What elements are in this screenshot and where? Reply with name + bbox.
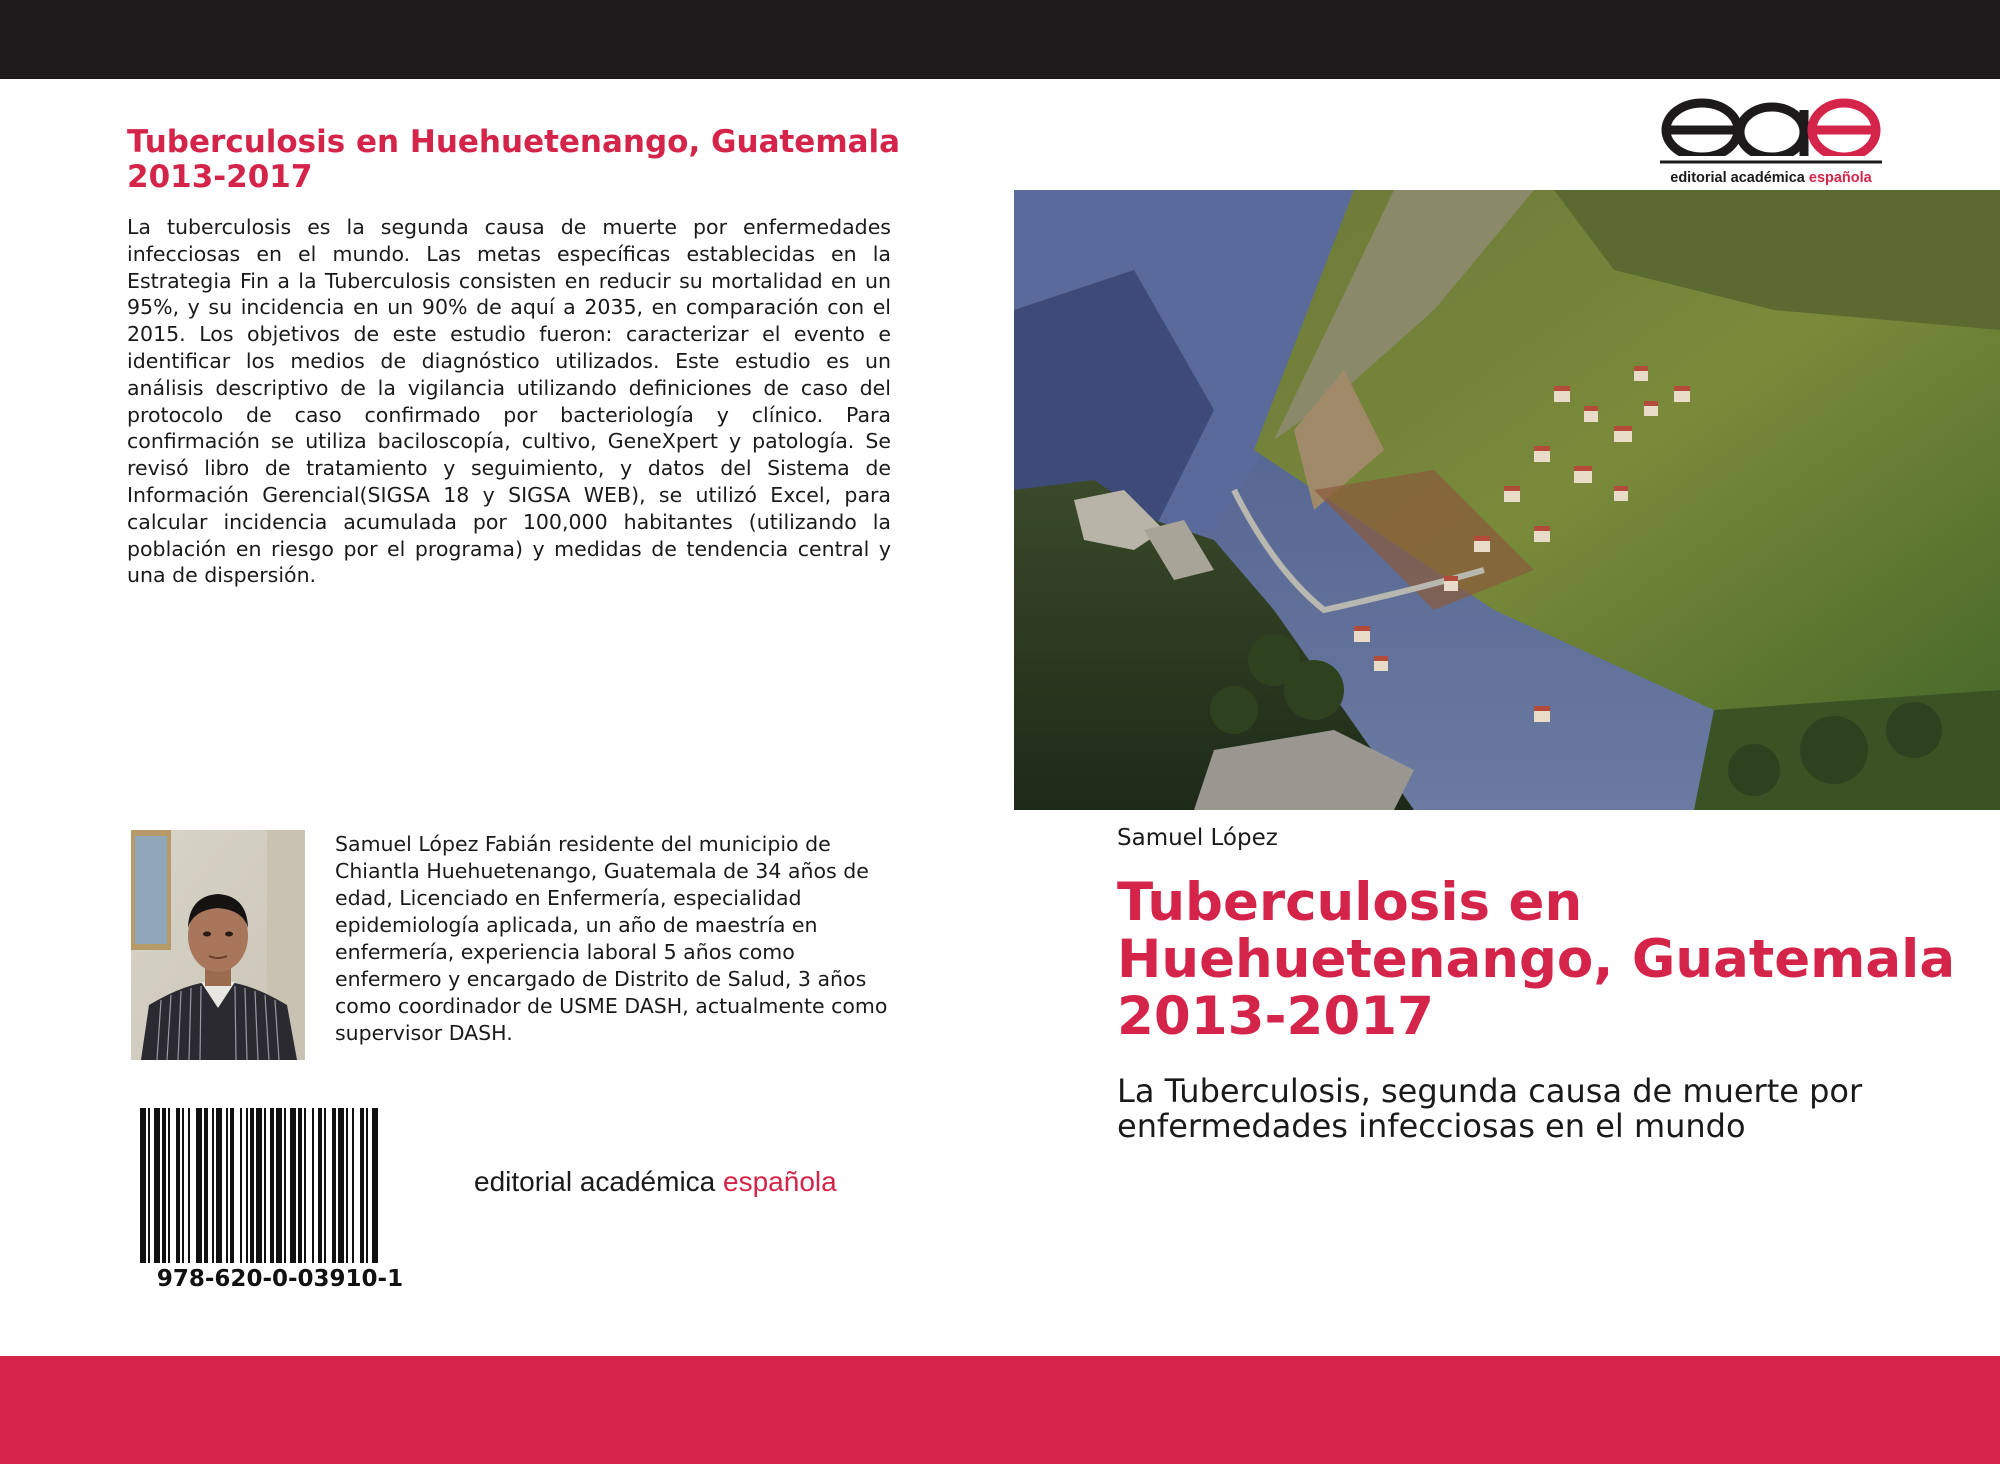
publisher-name-accent: española bbox=[723, 1166, 837, 1197]
logo-caption-main: editorial académica bbox=[1670, 170, 1809, 186]
author-bio: Samuel López Fabián residente del municipio de Chiantla Huehuetenango, Guatemala de 34 años de edad, Licenciado en Enfermería, especialidad epidemiología aplicada, un año de maestría en enfermería, experiencia laboral 5 años como enfermero y encargado de Distrito de Salud, 3 años como coordinador de USME DASH, actualmente como supervisor DASH. bbox=[335, 832, 888, 1045]
logo-caption bbox=[1660, 170, 1882, 186]
publisher-name bbox=[474, 1166, 837, 1198]
front-cover-subtitle: La Tuberculosis, segunda causa de muerte por enfermedades infecciosas en el mundo bbox=[1117, 1072, 1863, 1145]
barcode bbox=[140, 1108, 420, 1263]
front-cover-author: Samuel López bbox=[1117, 825, 1278, 851]
top-band bbox=[0, 0, 2000, 79]
front-cover-title: Tuberculosis en Huehuetenango, Guatemala 2013-2017 bbox=[1117, 872, 1956, 1047]
logo-caption-accent: española bbox=[1808, 170, 1872, 186]
author-photo bbox=[131, 830, 305, 1060]
back-cover-abstract: La tuberculosis es la segunda causa de muerte por enfermedades infecciosas en el mundo. Las metas específicas establecidas en la Estrategia Fin a la Tuberculosis consisten en reducir su mortalidad en un 95%, y su incidencia en un 90% de aquí a 2035, en comparación con el 2015. Los objetivos de este estudio fueron: caracterizar el evento e identificar los medios de diagnóstico utilizados. Este estudio es un análisis descriptivo de la vigilancia utilizando definiciones de caso del protocolo de caso confirmado por bacteriología y clínico. Para confirmación se utiliza baciloscopía, cultivo, GeneXpert y patología. Se revisó libro de tratamiento y seguimiento, y datos del Sistema de Información Gerencial(SIGSA 18 y SIGSA WEB), se utilizó Excel, para calcular incidencia acumulada por 100,000 habitantes (utilizando la población en riesgo por el programa) y medidas de tendencia central y una de dispersión. bbox=[127, 215, 891, 588]
cover-photo-mountain-village bbox=[1014, 190, 2000, 810]
back-cover-title: Tuberculosis en Huehuetenango, Guatemala 2013-2017 bbox=[127, 124, 901, 195]
isbn-number: 978-620-0-03910-1 bbox=[156, 1266, 404, 1292]
publisher-name-main: editorial académica bbox=[474, 1166, 724, 1197]
bottom-band bbox=[0, 1356, 2000, 1464]
